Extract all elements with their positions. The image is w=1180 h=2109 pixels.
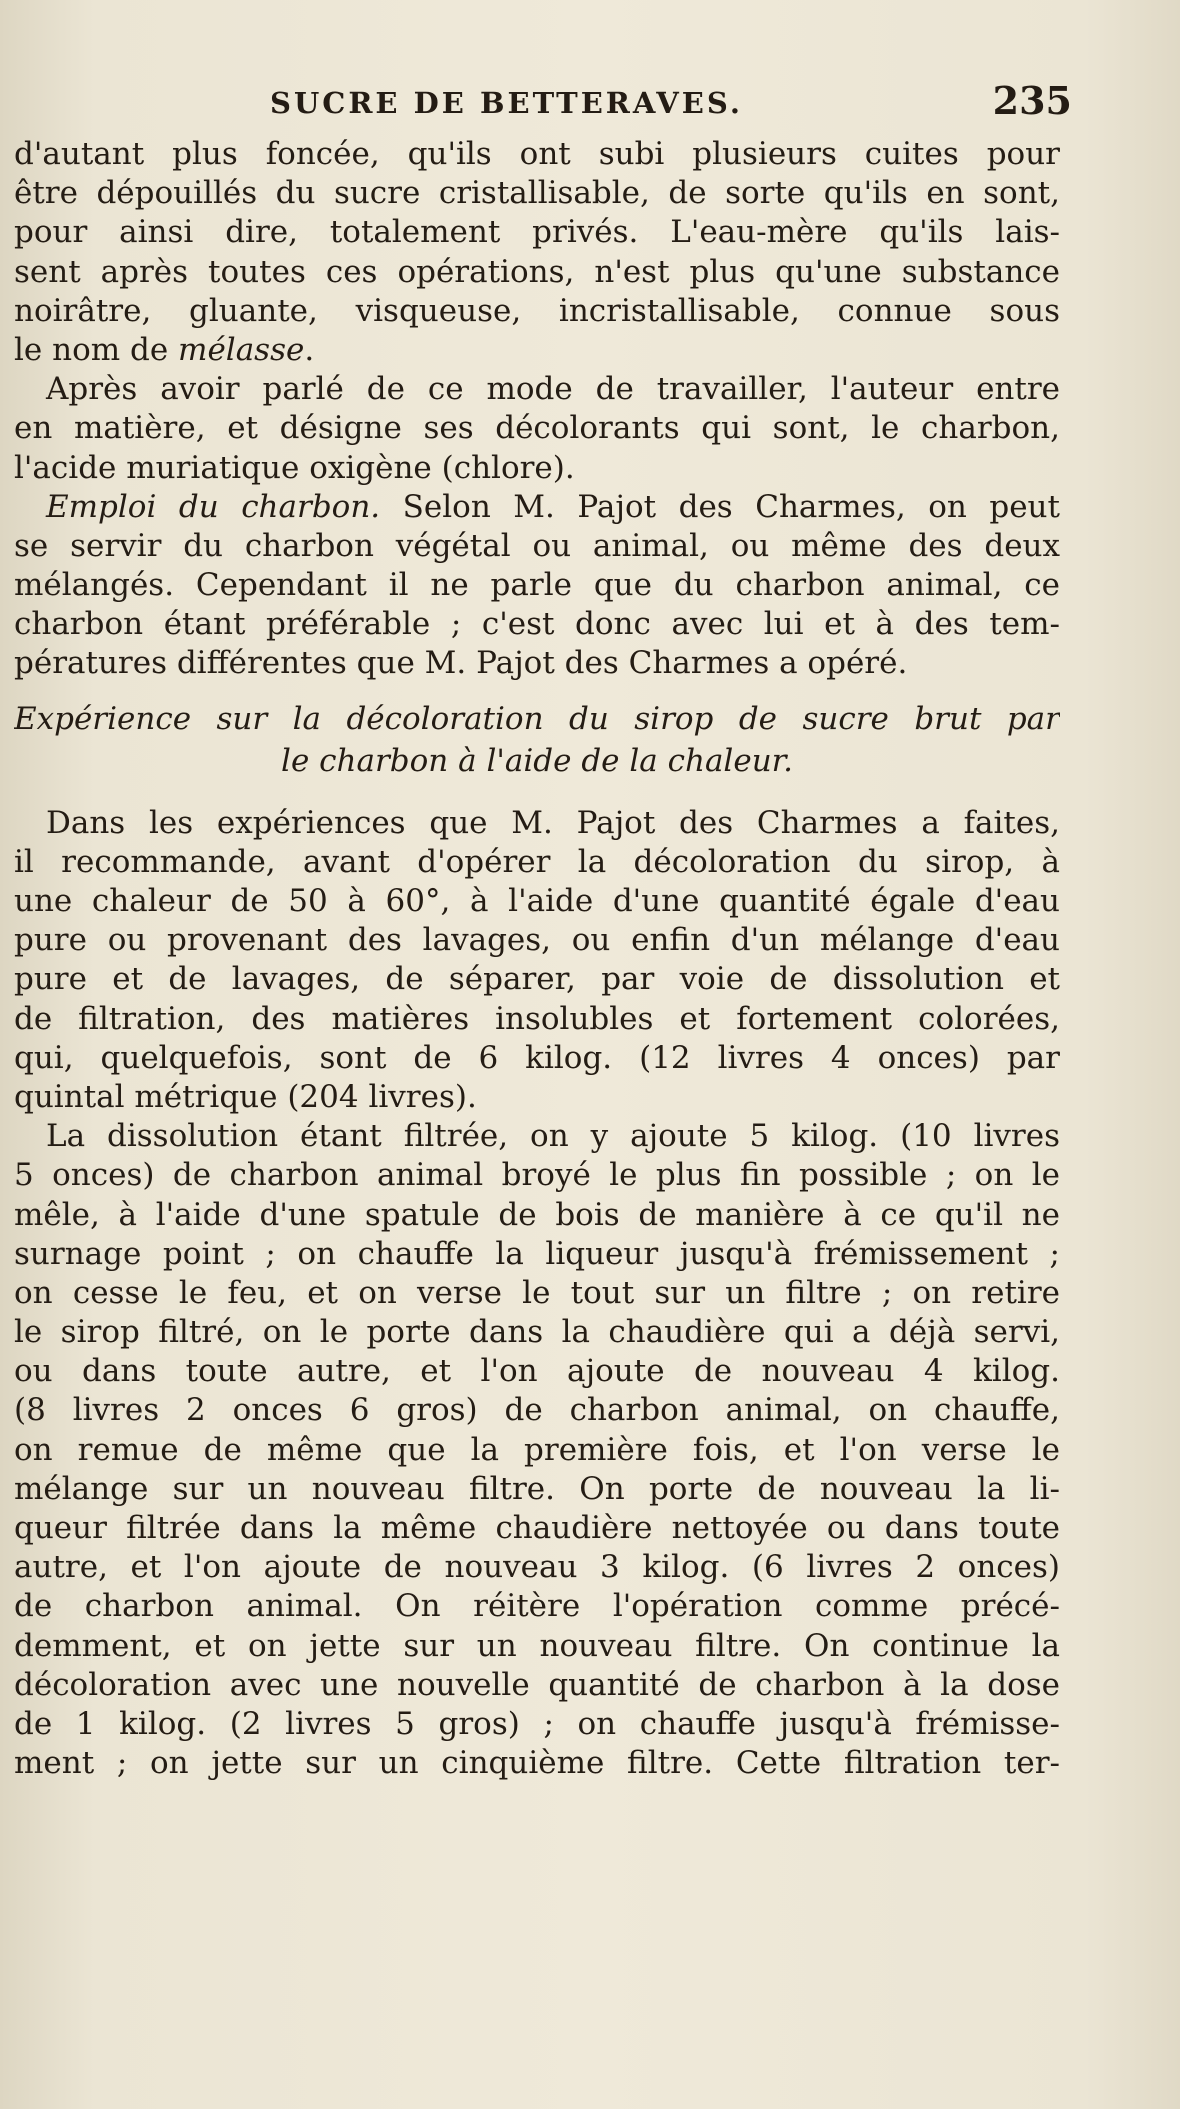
text-line: pure ou provenant des lavages, ou enfin d'un mélange d'eau: [14, 922, 1060, 959]
text-line: Après avoir parlé de ce mode de travailler, l'auteur entre: [46, 371, 1060, 408]
text-line: on cesse le feu, et on verse le tout sur un filtre ; on retire: [14, 1274, 1060, 1311]
text-line: quintal métrique (204 livres).: [14, 1078, 477, 1115]
text-line: qui, quelquefois, sont de 6 kilog. (12 livres 4 onces) par: [14, 1039, 1060, 1076]
text-line: en matière, et désigne ses décolorants qui sont, le charbon,: [14, 410, 1060, 447]
text-line: de charbon animal. On réitère l'opération comme précé-: [14, 1588, 1060, 1625]
text-line: mélange sur un nouveau filtre. On porte de nouveau la li-: [14, 1470, 1060, 1507]
paragraph-experiences: [14, 804, 1060, 1118]
text-line: il recommande, avant d'opérer la décoloration du sirop, à: [14, 843, 1060, 880]
paragraph-emploi-charbon: [14, 488, 1060, 684]
text-line: être dépouillés du sucre cristallisable, de sorte qu'ils en sont,: [14, 175, 1060, 212]
heading-line: Expérience sur la décoloration du sirop de sucre brut par: [14, 700, 1060, 737]
text-line: pératures différentes que M. Pajot des Charmes a opéré.: [14, 645, 908, 682]
text-line: mélangés. Cependant il ne parle que du charbon animal, ce: [14, 567, 1060, 604]
text-line: une chaleur de 50 à 60°, à l'aide d'une quantité égale d'eau: [14, 883, 1060, 919]
text-line: sent après toutes ces opérations, n'est plus qu'une substance: [14, 253, 1060, 290]
text-line: se servir du charbon végétal ou animal, ou même des deux: [14, 527, 1060, 564]
text-line: (8 livres 2 onces 6 gros) de charbon animal, on chauffe,: [14, 1392, 1060, 1429]
text-line: surnage point ; on chauffe la liqueur jusqu'à frémissement ;: [14, 1235, 1060, 1272]
text-line: pure et de lavages, de séparer, par voie de dissolution et: [14, 961, 1060, 998]
text-line: pour ainsi dire, totalement privés. L'eau-mère qu'ils lais-: [14, 214, 1060, 251]
text-line: le sirop filtré, on le porte dans la chaudière qui a déjà servi,: [14, 1314, 1060, 1351]
page-header: [12, 78, 1072, 128]
text-line: l'acide muriatique oxigène (chlore).: [14, 449, 575, 486]
text-line: de 1 kilog. (2 livres 5 gros) ; on chauffe jusqu'à frémisse-: [14, 1705, 1060, 1742]
page-body: [14, 135, 1060, 1783]
text-line: [14, 488, 1060, 527]
running-head: SUCRE DE BETTERAVES.: [270, 86, 743, 120]
heading-line: le charbon à l'aide de la chaleur.: [281, 742, 793, 779]
text-line: 5 onces) de charbon animal broyé le plus fin possible ; on le: [14, 1157, 1060, 1194]
text-line: Dans les expériences que M. Pajot des Charmes a faites,: [46, 804, 1060, 841]
text-line: autre, et l'on ajoute de nouveau 3 kilog. (6 livres 2 onces): [14, 1549, 1060, 1586]
text-line: mêle, à l'aide d'une spatule de bois de manière à ce qu'il ne: [14, 1196, 1060, 1233]
text-line: noirâtre, gluante, visqueuse, incristallisable, connue sous: [14, 292, 1060, 329]
italic-lead: Emploi du charbon.: [46, 488, 381, 525]
text-line: de filtration, des matières insolubles et fortement colorées,: [14, 1000, 1060, 1037]
paragraph-dissolution: [14, 1117, 1060, 1783]
section-heading: [14, 698, 1060, 782]
text-line: ment ; on jette sur un cinquième filtre. Cette filtration ter-: [14, 1745, 1060, 1782]
text-fragment: Selon M. Pajot des Charmes, on peut: [380, 488, 1060, 525]
page-number: 235: [992, 78, 1072, 123]
text-line: queur filtrée dans la même chaudière nettoyée ou dans toute: [14, 1510, 1060, 1546]
text-line: ou dans toute autre, et l'on ajoute de nouveau 4 kilog.: [14, 1353, 1060, 1390]
italic-term: mélasse: [178, 331, 305, 368]
text-line: demment, et on jette sur un nouveau filtre. On continue la: [14, 1627, 1060, 1664]
text-line: charbon étant préférable ; c'est donc avec lui et à des tem-: [14, 606, 1060, 643]
text-line: [14, 331, 1060, 370]
text-line: décoloration avec une nouvelle quantité de charbon à la dose: [14, 1666, 1060, 1703]
paragraph-decolorants: [14, 370, 1060, 488]
text-fragment: le nom de: [14, 331, 179, 368]
text-line: on remue de même que la première fois, et l'on verse le: [14, 1431, 1060, 1468]
paragraph-melasse: [14, 135, 1060, 370]
text-fragment: .: [304, 331, 315, 368]
text-line: d'autant plus foncée, qu'ils ont subi plusieurs cuites pour: [14, 136, 1060, 172]
text-line: La dissolution étant filtrée, on y ajoute 5 kilog. (10 livres: [46, 1118, 1060, 1155]
